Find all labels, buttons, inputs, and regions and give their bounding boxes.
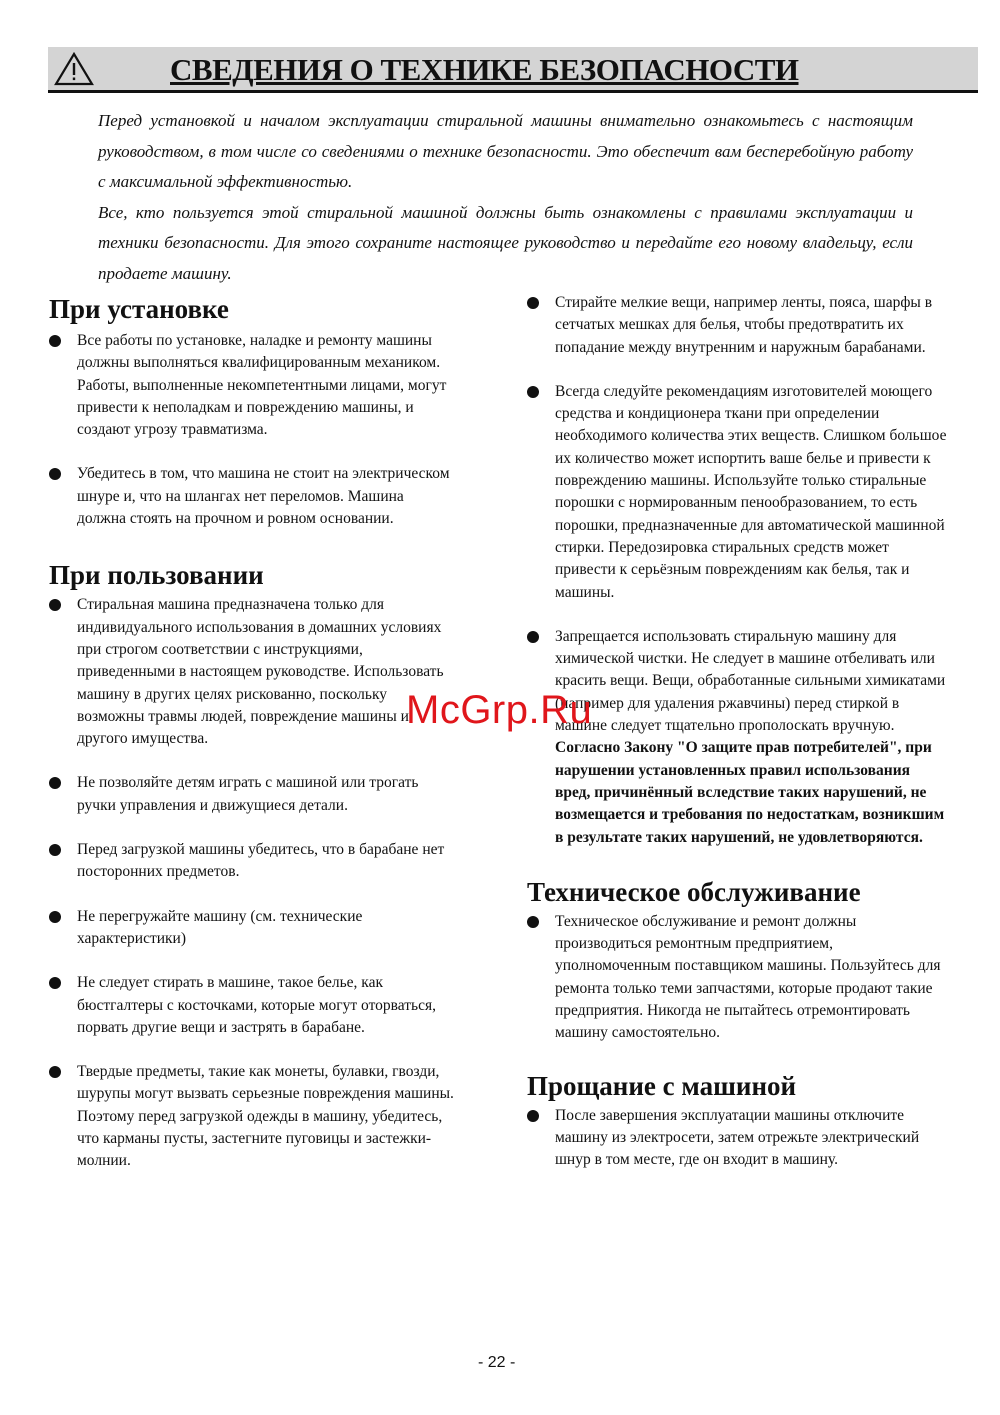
page-title: СВЕДЕНИЯ О ТЕХНИКЕ БЕЗОПАСНОСТИ [170, 52, 799, 87]
left-column [49, 292, 454, 1173]
intro-paragraph-2: Все, кто пользуется этой стиральной машиной должны быть ознакомлены с правилами эксплуатации и техники безопасности. Для этого сохраните настоящее руководство и передайте его новому владельцу, если продаете машину. [98, 202, 913, 283]
list-item: Твердые предметы, такие как монеты, булавки, гвозди, шурупы могут вызвать серьезные повреждения машины. Поэтому перед загрузкой одежды в машину, убедитесь, что карманы пусты, застегните пуговицы и застежки-молнии. [49, 1061, 454, 1172]
bullet-dot-icon [527, 386, 539, 398]
list-item: Убедитесь в том, что машина не стоит на электрическом шнуре и, что на шлангах нет переломов. Машина должна стоять на прочном и ровном основании. [49, 463, 454, 530]
list-item: Перед загрузкой машины убедитесь, что в барабане нет посторонних предметов. [49, 839, 454, 884]
bullet-dot-icon [49, 844, 61, 856]
legal-note: Согласно Закону "О защите прав потребителей", при нарушении установленных правил использования вред, причинённый вследствие таких нарушений, не возмещается и требования по недостаткам, возникшим в результате таких нарушений, не удовлетворяются. [555, 739, 945, 846]
bullet-dot-icon [527, 631, 539, 643]
watermark: McGrp.Ru [406, 688, 593, 732]
warning-triangle-icon [54, 52, 94, 86]
section-heading-installation: При установке [49, 294, 229, 324]
section-heading-disposal: Прощание с машиной [527, 1070, 797, 1101]
list-item: Не перегружайте машину (см. технические характеристики) [49, 906, 454, 951]
bullet-dot-icon [49, 468, 61, 480]
intro-paragraph-1: Перед установкой и началом эксплуатации стиральной машины внимательно ознакомьтесь с настоящим руководством, в том числе со сведениями о технике безопасности. Это обеспечит вам бесперебойную работу с максимальной эффективностью. [98, 111, 913, 191]
section-heading-usage: При пользовании [49, 560, 264, 591]
bullet-dot-icon [49, 977, 61, 989]
bullet-dot-icon [49, 777, 61, 789]
page-number: - 22 - [478, 1354, 516, 1371]
bullet-dot-icon [527, 297, 539, 309]
bullet-dot-icon [49, 1066, 61, 1078]
list-item: Стирайте мелкие вещи, например ленты, пояса, шарфы в сетчатых мешках для белья, чтобы предотвратить их попадание между внутренним и наружным барабанами. [527, 292, 947, 359]
header-bar [48, 47, 978, 93]
intro-text [98, 106, 913, 289]
bullet-dot-icon [49, 911, 61, 923]
list-item: Всегда следуйте рекомендациям изготовителей моющего средства и кондиционера ткани при определении необходимого количества этих веществ. Слишком большое их количество может испортить ваше белье и привести к повреждению машины. Используйте только стиральные порошки с нормированным пенообразованием, то есть порошки, предназначенные для автоматической машинной стирки. Передозировка стиральных средств может привести к серьёзным повреждениям как белья, так и машины. [527, 381, 947, 604]
bullet-dot-icon [49, 335, 61, 347]
list-item: Не позволяйте детям играть с машиной или трогать ручки управления и движущиеся детали. [49, 772, 454, 817]
bullet-dot-icon [527, 1110, 539, 1122]
list-item: Стиральная машина предназначена только для индивидуального использования в домашних условиях при строгом соответствии с инструкциями, приведенными в настоящем руководстве. Использовать машину в других целях рискованно, поскольку возможны травмы людей, повреждение машины и другого имущества. [49, 594, 454, 750]
bullet-dot-icon [49, 599, 61, 611]
list-item: Техническое обслуживание и ремонт должны производиться ремонтным предприятием, уполномоченным поставщиком машины. Пользуйтесь для ремонта только теми запчастями, которые продают такие предприятия. Никогда не пытайтесь отремонтировать машину самостоятельно. [527, 911, 947, 1045]
list-item: После завершения эксплуатации машины отключите машину из электросети, затем отрежьте электрический шнур в том месте, где он входит в машину. [527, 1105, 947, 1172]
section-heading-maintenance: Техническое обслуживание [527, 876, 861, 907]
list-item: Запрещается использовать стиральную машину для химической чистки. Не следует в машине отбеливать или красить вещи. Вещи, обработанные сильными химикатами (например для удаления ржавчины) перед стиркой в машине следует тщательно прополоскать вручную. Согласно Закону "О защите прав потребителей", при нарушении установленных правил использования вред, причинённый вследствие таких нарушений, не возмещается и требования по недостаткам, возникшим в результате таких нарушений, не удовлетворяются. [527, 626, 947, 849]
bullet-dot-icon [527, 916, 539, 928]
list-item: Не следует стирать в машине, такое белье, как бюстгалтеры с косточками, которые могут оторваться, порвать другие вещи и застрять в барабане. [49, 972, 454, 1039]
list-item: Все работы по установке, наладке и ремонту машины должны выполняться квалифицированным механиком. Работы, выполненные некомпетентными лицами, могут привести к неполадкам и повреждению машины, и создают угрозу травматизма. [49, 330, 454, 441]
